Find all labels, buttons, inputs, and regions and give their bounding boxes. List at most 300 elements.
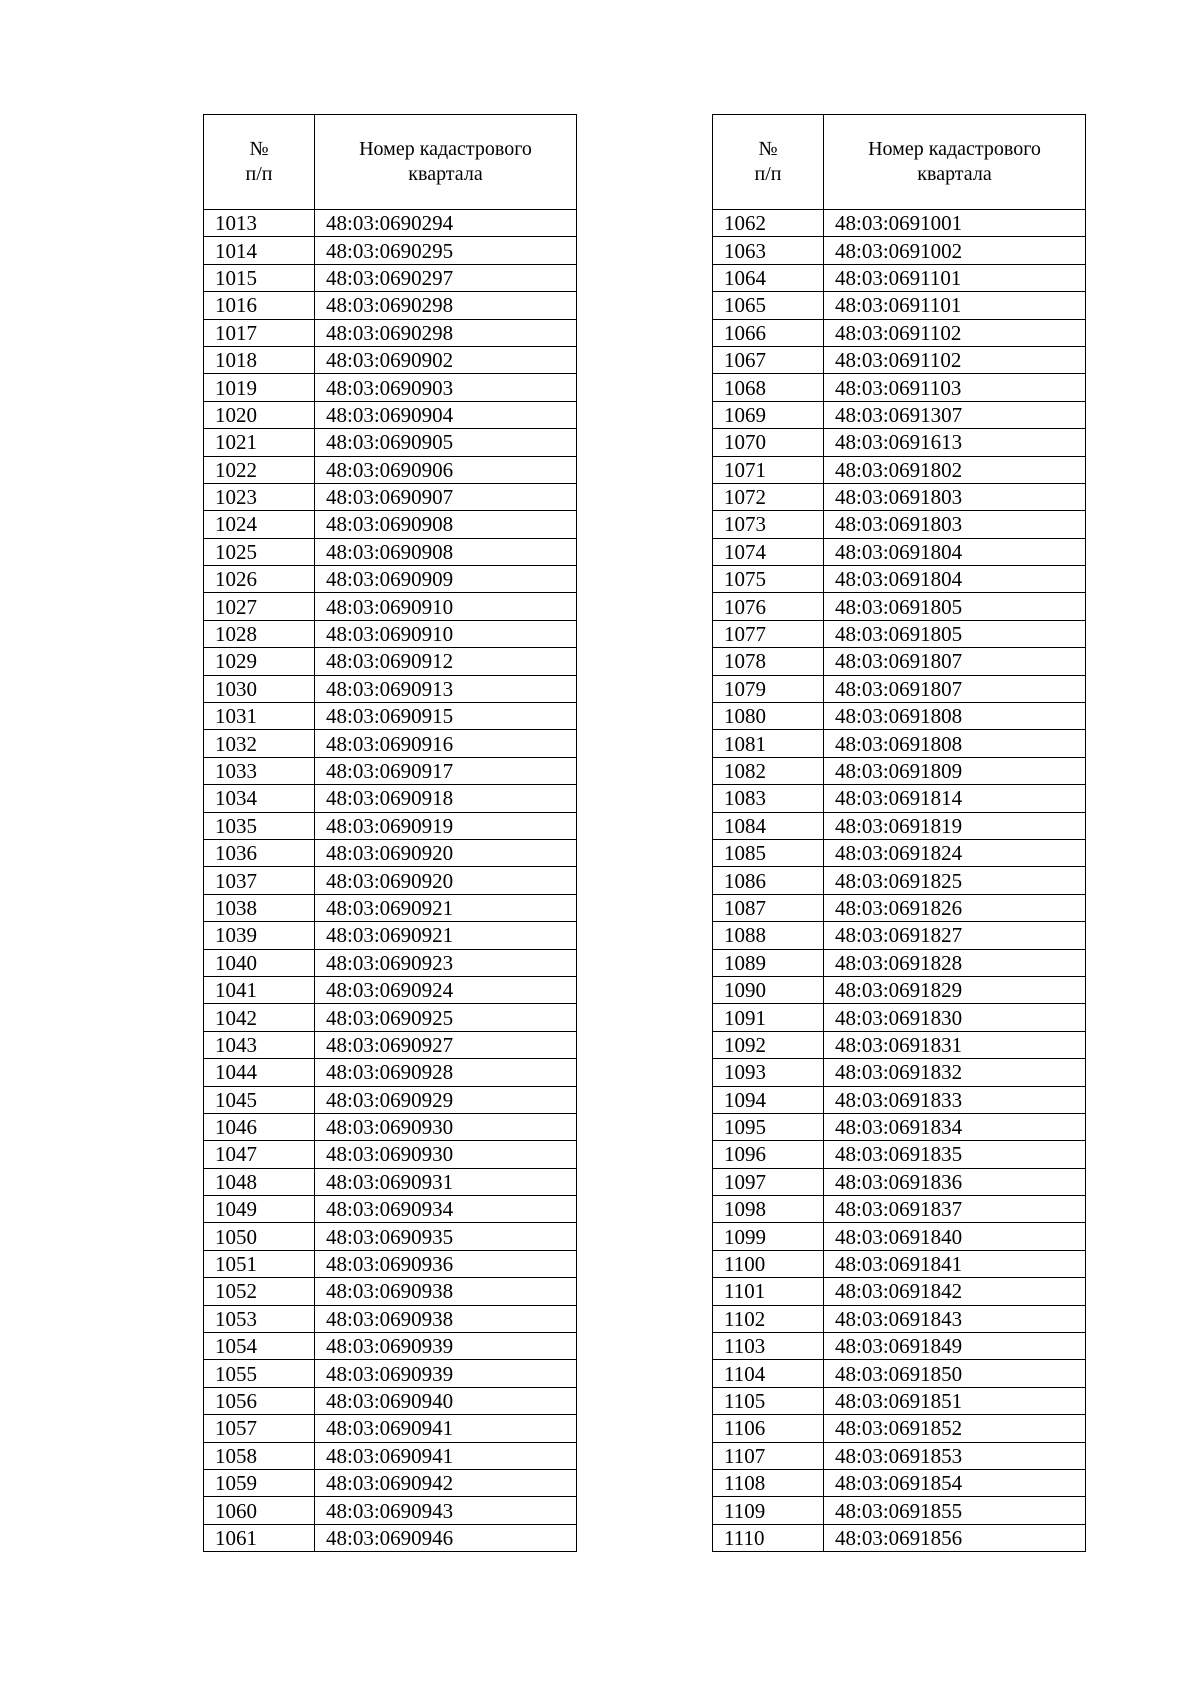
- table-row: [204, 210, 577, 237]
- cadastral-number-cell: 48:03:0690912: [315, 648, 577, 675]
- table-row: [204, 1524, 577, 1551]
- cadastral-number-cell: 48:03:0691808: [824, 730, 1086, 757]
- row-number-cell: 1097: [713, 1168, 824, 1195]
- table-row: [204, 538, 577, 565]
- table-row: [204, 566, 577, 593]
- table-row: [204, 620, 577, 647]
- cadastral-number-cell: 48:03:0691833: [824, 1086, 1086, 1113]
- table-row: [713, 867, 1086, 894]
- table-row: [713, 1223, 1086, 1250]
- table-row: [204, 1223, 577, 1250]
- row-number-cell: 1055: [204, 1360, 315, 1387]
- cadastral-number-cell: 48:03:0691840: [824, 1223, 1086, 1250]
- row-number-cell: 1032: [204, 730, 315, 757]
- row-number-cell: 1067: [713, 346, 824, 373]
- cadastral-number-cell: 48:03:0691805: [824, 620, 1086, 647]
- header-cadastral-quarter: [315, 115, 577, 210]
- cadastral-number-cell: 48:03:0691852: [824, 1415, 1086, 1442]
- row-number-cell: 1038: [204, 894, 315, 921]
- row-number-cell: 1053: [204, 1305, 315, 1332]
- row-number-cell: 1035: [204, 812, 315, 839]
- table-row: [204, 1387, 577, 1414]
- header-number-abbr: п/п: [754, 163, 782, 185]
- row-number-cell: 1049: [204, 1196, 315, 1223]
- table-row: [713, 374, 1086, 401]
- table-row: [204, 1086, 577, 1113]
- header-cadastral-quarter: [824, 115, 1086, 210]
- cadastral-number-cell: 48:03:0690929: [315, 1086, 577, 1113]
- row-number-cell: 1014: [204, 237, 315, 264]
- cadastral-number-cell: 48:03:0691856: [824, 1524, 1086, 1551]
- row-number-cell: 1023: [204, 483, 315, 510]
- header-number-symbol: №: [758, 138, 778, 160]
- cadastral-number-cell: 48:03:0690902: [315, 346, 577, 373]
- table-row: [713, 210, 1086, 237]
- cadastral-number-cell: 48:03:0690942: [315, 1469, 577, 1496]
- row-number-cell: 1033: [204, 757, 315, 784]
- row-number-cell: 1043: [204, 1031, 315, 1058]
- cadastral-number-cell: 48:03:0690946: [315, 1524, 577, 1551]
- row-number-cell: 1072: [713, 483, 824, 510]
- table-row: [204, 703, 577, 730]
- row-number-cell: 1046: [204, 1113, 315, 1140]
- table-row: [204, 675, 577, 702]
- row-number-cell: 1109: [713, 1497, 824, 1524]
- table-row: [713, 675, 1086, 702]
- row-number-cell: 1089: [713, 949, 824, 976]
- cadastral-number-cell: 48:03:0691831: [824, 1031, 1086, 1058]
- cadastral-number-cell: 48:03:0691850: [824, 1360, 1086, 1387]
- cadastral-number-cell: 48:03:0691837: [824, 1196, 1086, 1223]
- row-number-cell: 1022: [204, 456, 315, 483]
- cadastral-number-cell: 48:03:0691819: [824, 812, 1086, 839]
- cadastral-number-cell: 48:03:0691827: [824, 922, 1086, 949]
- table-row: [713, 1141, 1086, 1168]
- row-number-cell: 1071: [713, 456, 824, 483]
- row-number-cell: 1042: [204, 1004, 315, 1031]
- cadastral-number-cell: 48:03:0690943: [315, 1497, 577, 1524]
- table-row: [713, 593, 1086, 620]
- cadastral-number-cell: 48:03:0691825: [824, 867, 1086, 894]
- table-row: [713, 1004, 1086, 1031]
- table-row: [713, 456, 1086, 483]
- row-number-cell: 1070: [713, 429, 824, 456]
- table-row: [713, 237, 1086, 264]
- row-number-cell: 1057: [204, 1415, 315, 1442]
- row-number-cell: 1075: [713, 566, 824, 593]
- cadastral-number-cell: 48:03:0690906: [315, 456, 577, 483]
- row-number-cell: 1047: [204, 1141, 315, 1168]
- table-row: [713, 1250, 1086, 1277]
- row-number-cell: 1017: [204, 319, 315, 346]
- row-number-cell: 1073: [713, 511, 824, 538]
- table-body: [713, 210, 1086, 1552]
- row-number-cell: 1024: [204, 511, 315, 538]
- table-row: [713, 922, 1086, 949]
- row-number-cell: 1102: [713, 1305, 824, 1332]
- cadastral-number-cell: 48:03:0690919: [315, 812, 577, 839]
- row-number-cell: 1080: [713, 703, 824, 730]
- table-row: [204, 1004, 577, 1031]
- cadastral-number-cell: 48:03:0690918: [315, 785, 577, 812]
- row-number-cell: 1093: [713, 1059, 824, 1086]
- row-number-cell: 1078: [713, 648, 824, 675]
- row-number-cell: 1041: [204, 976, 315, 1003]
- table-row: [204, 237, 577, 264]
- cadastral-number-cell: 48:03:0690908: [315, 511, 577, 538]
- table-row: [204, 1031, 577, 1058]
- cadastral-number-cell: 48:03:0691805: [824, 593, 1086, 620]
- row-number-cell: 1091: [713, 1004, 824, 1031]
- row-number-cell: 1069: [713, 401, 824, 428]
- table-row: [713, 894, 1086, 921]
- cadastral-number-cell: 48:03:0690294: [315, 210, 577, 237]
- table-row: [204, 483, 577, 510]
- table-row: [204, 429, 577, 456]
- cadastral-number-cell: 48:03:0690917: [315, 757, 577, 784]
- table-row: [713, 1059, 1086, 1086]
- row-number-cell: 1066: [713, 319, 824, 346]
- table-row: [713, 1524, 1086, 1551]
- row-number-cell: 1110: [713, 1524, 824, 1551]
- table-row: [204, 1305, 577, 1332]
- row-number-cell: 1059: [204, 1469, 315, 1496]
- table-row: [713, 1442, 1086, 1469]
- table-row: [204, 1415, 577, 1442]
- cadastral-number-cell: 48:03:0691835: [824, 1141, 1086, 1168]
- header-quarter-line1: Номер кадастрового: [868, 138, 1041, 160]
- row-number-cell: 1100: [713, 1250, 824, 1277]
- table-row: [204, 1497, 577, 1524]
- cadastral-number-cell: 48:03:0690930: [315, 1113, 577, 1140]
- row-number-cell: 1068: [713, 374, 824, 401]
- cadastral-number-cell: 48:03:0691814: [824, 785, 1086, 812]
- table-row: [713, 1305, 1086, 1332]
- cadastral-number-cell: 48:03:0691830: [824, 1004, 1086, 1031]
- row-number-cell: 1085: [713, 839, 824, 866]
- table-row: [713, 1196, 1086, 1223]
- table-row: [204, 319, 577, 346]
- cadastral-number-cell: 48:03:0691101: [824, 264, 1086, 291]
- cadastral-number-cell: 48:03:0690921: [315, 922, 577, 949]
- row-number-cell: 1096: [713, 1141, 824, 1168]
- cadastral-number-cell: 48:03:0690295: [315, 237, 577, 264]
- cadastral-number-cell: 48:03:0691804: [824, 538, 1086, 565]
- table-row: [713, 1469, 1086, 1496]
- row-number-cell: 1064: [713, 264, 824, 291]
- row-number-cell: 1065: [713, 292, 824, 319]
- row-number-cell: 1095: [713, 1113, 824, 1140]
- table-row: [713, 1168, 1086, 1195]
- table-row: [713, 483, 1086, 510]
- row-number-cell: 1108: [713, 1469, 824, 1496]
- cadastral-number-cell: 48:03:0690928: [315, 1059, 577, 1086]
- row-number-cell: 1025: [204, 538, 315, 565]
- table-row: [204, 374, 577, 401]
- table-row: [204, 730, 577, 757]
- table-row: [713, 620, 1086, 647]
- cadastral-number-cell: 48:03:0690298: [315, 319, 577, 346]
- table-row: [204, 292, 577, 319]
- table-row: [204, 593, 577, 620]
- cadastral-number-cell: 48:03:0690931: [315, 1168, 577, 1195]
- cadastral-number-cell: 48:03:0691804: [824, 566, 1086, 593]
- row-number-cell: 1056: [204, 1387, 315, 1414]
- cadastral-number-cell: 48:03:0691803: [824, 483, 1086, 510]
- cadastral-number-cell: 48:03:0690913: [315, 675, 577, 702]
- table-row: [713, 401, 1086, 428]
- row-number-cell: 1034: [204, 785, 315, 812]
- row-number-cell: 1051: [204, 1250, 315, 1277]
- row-number-cell: 1099: [713, 1223, 824, 1250]
- row-number-cell: 1062: [713, 210, 824, 237]
- row-number-cell: 1077: [713, 620, 824, 647]
- table-row: [713, 1497, 1086, 1524]
- row-number-cell: 1061: [204, 1524, 315, 1551]
- header-row: [713, 115, 1086, 210]
- table-row: [204, 949, 577, 976]
- header-quarter-line2: квартала: [917, 163, 992, 185]
- cadastral-number-cell: 48:03:0691828: [824, 949, 1086, 976]
- cadastral-number-cell: 48:03:0691002: [824, 237, 1086, 264]
- table-row: [204, 1250, 577, 1277]
- row-number-cell: 1058: [204, 1442, 315, 1469]
- header-quarter-line2: квартала: [408, 163, 483, 185]
- row-number-cell: 1026: [204, 566, 315, 593]
- row-number-cell: 1030: [204, 675, 315, 702]
- row-number-cell: 1079: [713, 675, 824, 702]
- row-number-cell: 1081: [713, 730, 824, 757]
- row-number-cell: 1103: [713, 1333, 824, 1360]
- row-number-cell: 1015: [204, 264, 315, 291]
- cadastral-number-cell: 48:03:0691843: [824, 1305, 1086, 1332]
- cadastral-number-cell: 48:03:0691102: [824, 319, 1086, 346]
- row-number-cell: 1087: [713, 894, 824, 921]
- table-row: [713, 839, 1086, 866]
- cadastral-number-cell: 48:03:0690297: [315, 264, 577, 291]
- table-row: [713, 785, 1086, 812]
- table-row: [204, 976, 577, 1003]
- cadastral-number-cell: 48:03:0691807: [824, 675, 1086, 702]
- table-row: [713, 648, 1086, 675]
- cadastral-number-cell: 48:03:0690925: [315, 1004, 577, 1031]
- table-row: [713, 1387, 1086, 1414]
- table-row: [204, 648, 577, 675]
- row-number-cell: 1052: [204, 1278, 315, 1305]
- cadastral-number-cell: 48:03:0690904: [315, 401, 577, 428]
- table-row: [713, 429, 1086, 456]
- row-number-cell: 1036: [204, 839, 315, 866]
- row-number-cell: 1076: [713, 593, 824, 620]
- cadastral-number-cell: 48:03:0690920: [315, 839, 577, 866]
- cadastral-number-cell: 48:03:0691809: [824, 757, 1086, 784]
- cadastral-table-right: [712, 114, 1086, 1552]
- table-row: [204, 456, 577, 483]
- row-number-cell: 1040: [204, 949, 315, 976]
- cadastral-number-cell: 48:03:0691855: [824, 1497, 1086, 1524]
- header-quarter-line1: Номер кадастрового: [359, 138, 532, 160]
- row-number-cell: 1031: [204, 703, 315, 730]
- row-number-cell: 1082: [713, 757, 824, 784]
- row-number-cell: 1094: [713, 1086, 824, 1113]
- row-number-cell: 1045: [204, 1086, 315, 1113]
- cadastral-number-cell: 48:03:0691802: [824, 456, 1086, 483]
- table-row: [204, 785, 577, 812]
- cadastral-number-cell: 48:03:0691826: [824, 894, 1086, 921]
- cadastral-number-cell: 48:03:0690938: [315, 1305, 577, 1332]
- table-row: [713, 292, 1086, 319]
- row-number-cell: 1013: [204, 210, 315, 237]
- table-row: [204, 1360, 577, 1387]
- row-number-cell: 1098: [713, 1196, 824, 1223]
- cadastral-number-cell: 48:03:0690941: [315, 1415, 577, 1442]
- header-number-symbol: №: [249, 138, 269, 160]
- row-number-cell: 1048: [204, 1168, 315, 1195]
- cadastral-number-cell: 48:03:0690909: [315, 566, 577, 593]
- cadastral-number-cell: 48:03:0691807: [824, 648, 1086, 675]
- row-number-cell: 1020: [204, 401, 315, 428]
- cadastral-number-cell: 48:03:0690298: [315, 292, 577, 319]
- table-row: [713, 1278, 1086, 1305]
- table-row: [713, 1031, 1086, 1058]
- table-row: [713, 1415, 1086, 1442]
- cadastral-number-cell: 48:03:0691803: [824, 511, 1086, 538]
- cadastral-number-cell: 48:03:0691102: [824, 346, 1086, 373]
- table-row: [204, 812, 577, 839]
- cadastral-number-cell: 48:03:0690921: [315, 894, 577, 921]
- cadastral-number-cell: 48:03:0690907: [315, 483, 577, 510]
- row-number-cell: 1060: [204, 1497, 315, 1524]
- row-number-cell: 1090: [713, 976, 824, 1003]
- table-row: [204, 1141, 577, 1168]
- cadastral-table-left: [203, 114, 577, 1552]
- row-number-cell: 1050: [204, 1223, 315, 1250]
- cadastral-number-cell: 48:03:0691842: [824, 1278, 1086, 1305]
- row-number-cell: 1092: [713, 1031, 824, 1058]
- cadastral-number-cell: 48:03:0691307: [824, 401, 1086, 428]
- cadastral-number-cell: 48:03:0690916: [315, 730, 577, 757]
- row-number-cell: 1037: [204, 867, 315, 894]
- table-row: [204, 346, 577, 373]
- cadastral-number-cell: 48:03:0691808: [824, 703, 1086, 730]
- row-number-cell: 1054: [204, 1333, 315, 1360]
- table-row: [204, 894, 577, 921]
- header-row: [204, 115, 577, 210]
- row-number-cell: 1088: [713, 922, 824, 949]
- table-row: [713, 538, 1086, 565]
- cadastral-number-cell: 48:03:0691101: [824, 292, 1086, 319]
- row-number-cell: 1104: [713, 1360, 824, 1387]
- cadastral-number-cell: 48:03:0691001: [824, 210, 1086, 237]
- cadastral-number-cell: 48:03:0690908: [315, 538, 577, 565]
- table-row: [204, 1333, 577, 1360]
- table-row: [713, 703, 1086, 730]
- table-row: [204, 1059, 577, 1086]
- table-header: [204, 115, 577, 210]
- row-number-cell: 1027: [204, 593, 315, 620]
- table-row: [713, 757, 1086, 784]
- table-row: [713, 511, 1086, 538]
- table-row: [713, 730, 1086, 757]
- table-row: [204, 1168, 577, 1195]
- cadastral-number-cell: 48:03:0691824: [824, 839, 1086, 866]
- table-row: [713, 976, 1086, 1003]
- cadastral-number-cell: 48:03:0691841: [824, 1250, 1086, 1277]
- header-row-number: [204, 115, 315, 210]
- cadastral-number-cell: 48:03:0690927: [315, 1031, 577, 1058]
- table-row: [713, 1333, 1086, 1360]
- table-row: [713, 1360, 1086, 1387]
- row-number-cell: 1107: [713, 1442, 824, 1469]
- row-number-cell: 1028: [204, 620, 315, 647]
- cadastral-number-cell: 48:03:0690920: [315, 867, 577, 894]
- row-number-cell: 1074: [713, 538, 824, 565]
- cadastral-number-cell: 48:03:0690941: [315, 1442, 577, 1469]
- row-number-cell: 1083: [713, 785, 824, 812]
- cadastral-number-cell: 48:03:0690910: [315, 593, 577, 620]
- cadastral-number-cell: 48:03:0690930: [315, 1141, 577, 1168]
- row-number-cell: 1101: [713, 1278, 824, 1305]
- table-row: [204, 511, 577, 538]
- row-number-cell: 1019: [204, 374, 315, 401]
- row-number-cell: 1086: [713, 867, 824, 894]
- table-row: [204, 401, 577, 428]
- header-number-abbr: п/п: [245, 163, 273, 185]
- row-number-cell: 1021: [204, 429, 315, 456]
- cadastral-number-cell: 48:03:0690924: [315, 976, 577, 1003]
- table-header: [713, 115, 1086, 210]
- header-row-number: [713, 115, 824, 210]
- cadastral-number-cell: 48:03:0690915: [315, 703, 577, 730]
- table-row: [713, 264, 1086, 291]
- cadastral-number-cell: 48:03:0690939: [315, 1333, 577, 1360]
- row-number-cell: 1029: [204, 648, 315, 675]
- table-row: [713, 1086, 1086, 1113]
- row-number-cell: 1063: [713, 237, 824, 264]
- row-number-cell: 1105: [713, 1387, 824, 1414]
- table-row: [204, 264, 577, 291]
- table-row: [204, 1442, 577, 1469]
- table-row: [204, 1113, 577, 1140]
- row-number-cell: 1106: [713, 1415, 824, 1442]
- table-row: [204, 1278, 577, 1305]
- table-row: [713, 1113, 1086, 1140]
- cadastral-number-cell: 48:03:0690936: [315, 1250, 577, 1277]
- cadastral-number-cell: 48:03:0691854: [824, 1469, 1086, 1496]
- table-row: [204, 1469, 577, 1496]
- table-row: [713, 566, 1086, 593]
- cadastral-number-cell: 48:03:0691853: [824, 1442, 1086, 1469]
- table-row: [204, 867, 577, 894]
- cadastral-number-cell: 48:03:0690910: [315, 620, 577, 647]
- table-row: [713, 949, 1086, 976]
- cadastral-number-cell: 48:03:0690903: [315, 374, 577, 401]
- table-row: [713, 346, 1086, 373]
- row-number-cell: 1016: [204, 292, 315, 319]
- table-row: [204, 922, 577, 949]
- cadastral-number-cell: 48:03:0691836: [824, 1168, 1086, 1195]
- cadastral-number-cell: 48:03:0691613: [824, 429, 1086, 456]
- table-row: [204, 757, 577, 784]
- cadastral-number-cell: 48:03:0690939: [315, 1360, 577, 1387]
- table-row: [713, 812, 1086, 839]
- cadastral-number-cell: 48:03:0690935: [315, 1223, 577, 1250]
- row-number-cell: 1044: [204, 1059, 315, 1086]
- cadastral-number-cell: 48:03:0691829: [824, 976, 1086, 1003]
- cadastral-number-cell: 48:03:0690940: [315, 1387, 577, 1414]
- cadastral-number-cell: 48:03:0690905: [315, 429, 577, 456]
- cadastral-number-cell: 48:03:0691849: [824, 1333, 1086, 1360]
